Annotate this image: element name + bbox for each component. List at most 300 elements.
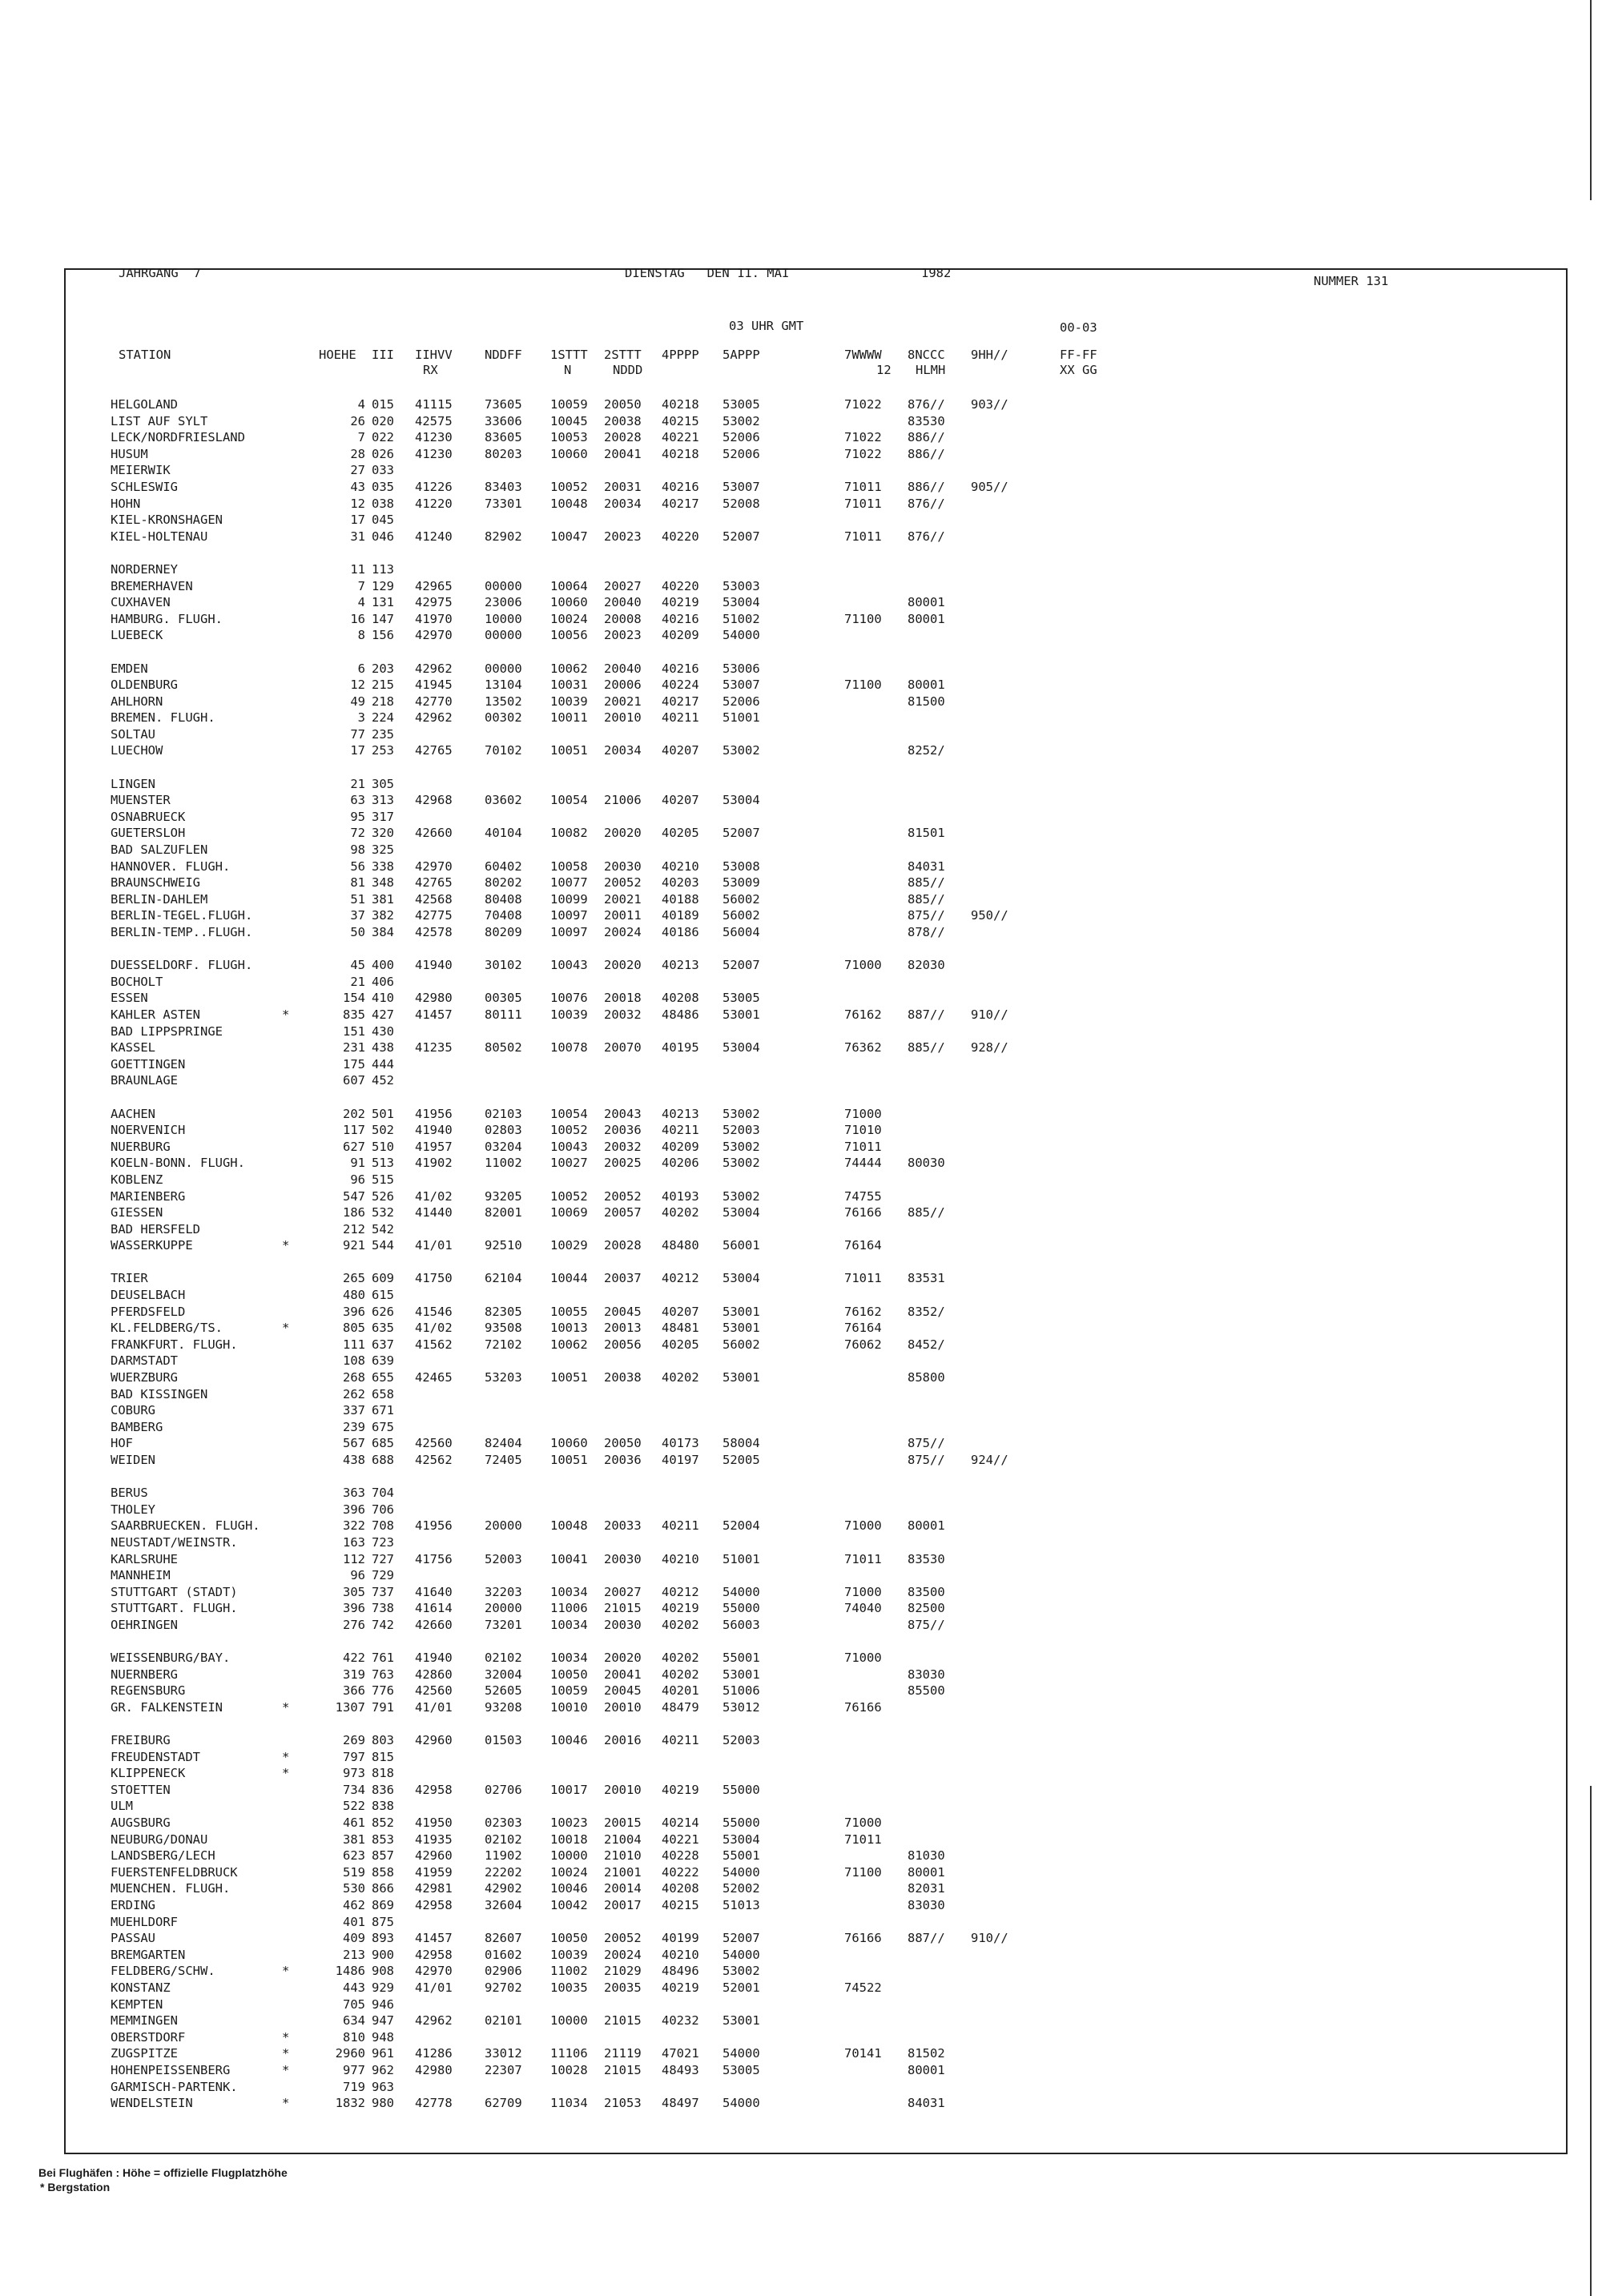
iihvv: 41230 — [415, 430, 453, 445]
nddff: 70408 — [485, 908, 522, 923]
height: 12 — [350, 678, 365, 693]
station-name: MUENCHEN. FLUGH. — [111, 1881, 231, 1896]
iihvv: 42975 — [415, 595, 453, 610]
nddff: 33012 — [485, 2046, 522, 2061]
table-row — [0, 1864, 1602, 1881]
table-row — [0, 1072, 1602, 1089]
station-index: 406 — [372, 974, 394, 989]
table-row — [0, 611, 1602, 628]
dewpoint-group: 21015 — [604, 2062, 642, 2077]
col-ffff: FF-FF — [1060, 348, 1097, 362]
height: 1832 — [335, 2096, 365, 2111]
temp-group: 10045 — [550, 413, 588, 428]
temp-group: 10059 — [550, 1683, 588, 1699]
table-row — [0, 1204, 1602, 1221]
temp-group: 10047 — [550, 529, 588, 544]
group-separator — [0, 759, 1602, 776]
tendency-group: 55000 — [723, 1815, 760, 1831]
station-index: 033 — [372, 463, 394, 478]
table-row — [0, 594, 1602, 611]
pressure-group: 40212 — [662, 1584, 699, 1599]
iihvv: 42770 — [415, 694, 453, 709]
tendency-group: 53006 — [723, 661, 760, 676]
height: 480 — [343, 1288, 365, 1303]
height: 522 — [343, 1799, 365, 1814]
station-name: BAMBERG — [111, 1419, 163, 1434]
nddff: 92702 — [485, 1980, 522, 1995]
station-index: 738 — [372, 1601, 394, 1616]
height: 810 — [343, 2029, 365, 2045]
station-index: 655 — [372, 1370, 394, 1385]
iihvv: 41/02 — [415, 1188, 453, 1204]
table-row — [0, 1502, 1602, 1518]
height: 7 — [357, 430, 365, 445]
station-index: 635 — [372, 1321, 394, 1336]
height: 607 — [343, 1073, 365, 1088]
pressure-group: 40217 — [662, 496, 699, 511]
station-name: THOLEY — [111, 1502, 155, 1517]
table-row — [0, 1039, 1602, 1056]
pressure-group: 40216 — [662, 661, 699, 676]
station-index: 609 — [372, 1271, 394, 1286]
station-index: 838 — [372, 1799, 394, 1814]
station-index: 438 — [372, 1040, 394, 1056]
tendency-group: 52007 — [723, 958, 760, 973]
margin-line-top — [1590, 0, 1592, 200]
station-index: 658 — [372, 1386, 394, 1401]
table-row — [0, 1963, 1602, 1980]
station-index: 224 — [372, 710, 394, 726]
iihvv: 42775 — [415, 908, 453, 923]
weather-group: 71000 — [844, 1518, 882, 1534]
nddff: 00302 — [485, 710, 522, 726]
temp-group: 10052 — [550, 479, 588, 494]
height: 381 — [343, 1832, 365, 1847]
tendency-group: 55001 — [723, 1848, 760, 1864]
height: 21 — [350, 974, 365, 989]
cloud-group: 83030 — [908, 1667, 945, 1682]
nddff: 32604 — [485, 1898, 522, 1913]
station-name: KOELN-BONN. FLUGH. — [111, 1156, 245, 1171]
nddff: 80111 — [485, 1007, 522, 1022]
temp-group: 10024 — [550, 611, 588, 626]
height: 212 — [343, 1221, 365, 1236]
nddff: 02303 — [485, 1815, 522, 1831]
pressure-group: 40186 — [662, 925, 699, 939]
height: 98 — [350, 842, 365, 858]
dewpoint-group: 20037 — [604, 1271, 642, 1286]
cloud-group: 82500 — [908, 1601, 945, 1616]
height: 51 — [350, 891, 365, 907]
tendency-group: 52004 — [723, 1518, 760, 1534]
pressure-group: 40219 — [662, 595, 699, 610]
station-index: 131 — [372, 595, 394, 610]
weather-group: 71022 — [844, 397, 882, 412]
station-name: FREUDENSTADT — [111, 1749, 200, 1764]
tendency-group: 53009 — [723, 875, 760, 891]
mountain-marker: * — [282, 1766, 290, 1781]
station-name: FELDBERG/SCHW. — [111, 1964, 215, 1979]
dewpoint-group: 20038 — [604, 413, 642, 428]
table-row — [0, 479, 1602, 496]
station-name: PFERDSFELD — [111, 1304, 186, 1319]
tendency-group: 52006 — [723, 446, 760, 461]
cloud-group: 81030 — [908, 1848, 945, 1864]
pressure-group: 40211 — [662, 1733, 699, 1748]
pressure-group: 40173 — [662, 1436, 699, 1451]
col-iihvv: IIHVV — [415, 348, 453, 362]
temp-group: 11034 — [550, 2096, 588, 2111]
pressure-group: 40209 — [662, 628, 699, 643]
nddff: 02101 — [485, 2013, 522, 2029]
table-row — [0, 1732, 1602, 1749]
table-row — [0, 1139, 1602, 1156]
station-name: OSNABRUECK — [111, 809, 186, 824]
height: 96 — [350, 1568, 365, 1583]
station-name: HELGOLAND — [111, 397, 178, 412]
tendency-group: 55000 — [723, 1782, 760, 1797]
cloud-group: 876// — [908, 529, 945, 544]
table-row — [0, 1435, 1602, 1452]
height: 3 — [357, 710, 365, 726]
nddff: 82902 — [485, 529, 522, 544]
weather-group: 71010 — [844, 1123, 882, 1138]
tendency-group: 55000 — [723, 1601, 760, 1616]
col-7wwww-sub: 12 — [876, 363, 892, 377]
tendency-group: 53002 — [723, 1106, 760, 1121]
pressure-group: 40208 — [662, 1881, 699, 1896]
nddff: 83605 — [485, 430, 522, 445]
tendency-group: 51002 — [723, 611, 760, 626]
iihvv: 41950 — [415, 1815, 453, 1831]
station-index: 325 — [372, 842, 394, 858]
pressure-group: 48480 — [662, 1238, 699, 1253]
date-label: DIENSTAG DEN 11. MAI — [625, 266, 790, 280]
iihvv: 41956 — [415, 1518, 453, 1534]
height: 461 — [343, 1815, 365, 1831]
pressure-group: 40210 — [662, 858, 699, 874]
temp-group: 10060 — [550, 1436, 588, 1451]
station-name: BAD LIPPSPRINGE — [111, 1023, 223, 1039]
tendency-group: 56002 — [723, 891, 760, 907]
iihvv: 41240 — [415, 529, 453, 544]
table-row — [0, 1386, 1602, 1403]
temp-group: 10051 — [550, 1453, 588, 1467]
station-index: 532 — [372, 1205, 394, 1220]
table-row — [0, 1337, 1602, 1353]
table-row — [0, 2095, 1602, 2112]
table-row — [0, 2062, 1602, 2079]
observation-time: 03 UHR GMT — [729, 319, 804, 333]
table-row — [0, 1172, 1602, 1188]
temp-group: 10050 — [550, 1931, 588, 1946]
pressure-group: 40215 — [662, 413, 699, 428]
cloud-group: 887// — [908, 1931, 945, 1946]
weather-group: 71100 — [844, 1864, 882, 1880]
station-name: AACHEN — [111, 1106, 155, 1121]
height: 111 — [343, 1337, 365, 1352]
cloud-group: 885// — [908, 1040, 945, 1056]
station-name: MANNHEIM — [111, 1568, 171, 1583]
height: 805 — [343, 1321, 365, 1336]
pressure-group: 40207 — [662, 793, 699, 808]
nddff: 82001 — [485, 1205, 522, 1220]
pressure-group: 48479 — [662, 1699, 699, 1715]
temp-group: 10027 — [550, 1156, 588, 1171]
station-index: 452 — [372, 1073, 394, 1088]
station-name: STOETTEN — [111, 1782, 171, 1797]
dewpoint-group: 21119 — [604, 2046, 642, 2061]
station-index: 929 — [372, 1980, 394, 1995]
mountain-marker: * — [282, 1238, 290, 1253]
iihvv: 41115 — [415, 397, 453, 412]
iihvv: 42660 — [415, 1617, 453, 1632]
dewpoint-group: 20038 — [604, 1370, 642, 1385]
tendency-group: 54000 — [723, 2046, 760, 2061]
height: 108 — [343, 1353, 365, 1369]
nddff: 00305 — [485, 991, 522, 1006]
height: 705 — [343, 1996, 365, 2012]
tendency-group: 52007 — [723, 529, 760, 544]
group-separator — [0, 1634, 1602, 1651]
mountain-marker: * — [282, 1964, 290, 1979]
weather-group: 71011 — [844, 1832, 882, 1847]
temp-group: 10054 — [550, 1106, 588, 1121]
station-name: NEUBURG/DONAU — [111, 1832, 208, 1847]
station-name: HUSUM — [111, 446, 148, 461]
tendency-group: 52008 — [723, 496, 760, 511]
dewpoint-group: 20011 — [604, 908, 642, 923]
dewpoint-group: 20014 — [604, 1881, 642, 1896]
pressure-group: 40205 — [662, 826, 699, 841]
height: 96 — [350, 1172, 365, 1187]
station-name: MEIERWIK — [111, 463, 171, 478]
station-name: STUTTGART. FLUGH. — [111, 1601, 238, 1616]
station-name: WASSERKUPPE — [111, 1238, 193, 1253]
nddff: 82404 — [485, 1436, 522, 1451]
temp-group: 10062 — [550, 1337, 588, 1352]
table-row — [0, 1699, 1602, 1716]
station-name: SCHLESWIG — [111, 479, 178, 494]
table-row — [0, 1534, 1602, 1551]
temp-group: 10013 — [550, 1321, 588, 1336]
station-table — [0, 396, 1602, 2112]
tendency-group: 53002 — [723, 1188, 760, 1204]
nddff: 42902 — [485, 1881, 522, 1896]
temp-group: 10042 — [550, 1898, 588, 1913]
height: 734 — [343, 1782, 365, 1797]
height: 11 — [350, 561, 365, 577]
station-name: KLIPPENECK — [111, 1766, 186, 1781]
table-row — [0, 1122, 1602, 1139]
station-name: MEMMINGEN — [111, 2013, 178, 2029]
col-4pppp: 4PPPP — [662, 348, 699, 362]
station-name: DUESSELDORF. FLUGH. — [111, 958, 253, 973]
col-5appp: 5APPP — [723, 348, 760, 362]
height: 7 — [357, 578, 365, 593]
station-index: 381 — [372, 891, 394, 907]
temp-group: 10046 — [550, 1881, 588, 1896]
pressure-group: 40228 — [662, 1848, 699, 1864]
station-index: 671 — [372, 1403, 394, 1418]
dewpoint-group: 20023 — [604, 529, 642, 544]
table-row — [0, 776, 1602, 793]
pressure-group: 40210 — [662, 1947, 699, 1962]
station-name: FREIBURG — [111, 1733, 171, 1748]
iihvv: 41959 — [415, 1864, 453, 1880]
table-row — [0, 1106, 1602, 1123]
table-row — [0, 1765, 1602, 1782]
mountain-marker: * — [282, 2096, 290, 2111]
temp-group: 10023 — [550, 1815, 588, 1831]
station-name: BAD HERSFELD — [111, 1221, 200, 1236]
temp-group: 10041 — [550, 1551, 588, 1566]
station-name: NORDERNEY — [111, 561, 178, 577]
temp-group: 10000 — [550, 1848, 588, 1864]
dewpoint-group: 20028 — [604, 430, 642, 445]
station-index: 513 — [372, 1156, 394, 1171]
height: 921 — [343, 1238, 365, 1253]
station-index: 980 — [372, 2096, 394, 2111]
nddff: 73301 — [485, 496, 522, 511]
iihvv: 41970 — [415, 611, 453, 626]
tendency-group: 58004 — [723, 1436, 760, 1451]
height: 269 — [343, 1733, 365, 1748]
tendency-group: 53004 — [723, 1832, 760, 1847]
table-row — [0, 1353, 1602, 1369]
iihvv: 41235 — [415, 1040, 453, 1056]
tendency-group: 53002 — [723, 1964, 760, 1979]
pressure-group: 40211 — [662, 1518, 699, 1534]
nddff: 40104 — [485, 826, 522, 841]
pressure-group: 40199 — [662, 1931, 699, 1946]
station-index: 803 — [372, 1733, 394, 1748]
temp-group: 10052 — [550, 1123, 588, 1138]
temp-group: 10077 — [550, 875, 588, 891]
station-name: GUETERSLOH — [111, 826, 186, 841]
cloud-group: 81502 — [908, 2046, 945, 2061]
height-group: 924// — [971, 1453, 1008, 1467]
weather-group: 71000 — [844, 1106, 882, 1121]
dewpoint-group: 20020 — [604, 958, 642, 973]
dewpoint-group: 20035 — [604, 1980, 642, 1995]
nddff: 92510 — [485, 1238, 522, 1253]
station-index: 035 — [372, 479, 394, 494]
period-label: 00-03 — [1060, 320, 1097, 335]
tendency-group: 53004 — [723, 793, 760, 808]
height: 396 — [343, 1304, 365, 1319]
tendency-group: 53007 — [723, 479, 760, 494]
table-row — [0, 924, 1602, 941]
height: 81 — [350, 875, 365, 891]
tendency-group: 52006 — [723, 694, 760, 709]
height: 623 — [343, 1848, 365, 1864]
nddff: 70102 — [485, 743, 522, 758]
tendency-group: 52001 — [723, 1980, 760, 1995]
table-row — [0, 661, 1602, 678]
nddff: 03204 — [485, 1139, 522, 1154]
tendency-group: 53001 — [723, 1304, 760, 1319]
table-row — [0, 990, 1602, 1007]
temp-group: 10051 — [550, 1370, 588, 1385]
pressure-group: 40218 — [662, 446, 699, 461]
pressure-group: 40210 — [662, 1551, 699, 1566]
iihvv: 41/01 — [415, 1980, 453, 1995]
temp-group: 10064 — [550, 578, 588, 593]
tendency-group: 53002 — [723, 413, 760, 428]
iihvv: 42560 — [415, 1683, 453, 1699]
temp-group: 10017 — [550, 1782, 588, 1797]
pressure-group: 40197 — [662, 1453, 699, 1467]
dewpoint-group: 20041 — [604, 1667, 642, 1682]
pressure-group: 40213 — [662, 1106, 699, 1121]
table-row — [0, 875, 1602, 891]
iihvv: 42465 — [415, 1370, 453, 1385]
cloud-group: 82031 — [908, 1881, 945, 1896]
pressure-group: 40189 — [662, 908, 699, 923]
height-group: 950// — [971, 908, 1008, 923]
cloud-group: 8452/ — [908, 1337, 945, 1352]
temp-group: 10034 — [550, 1651, 588, 1666]
pressure-group: 40214 — [662, 1815, 699, 1831]
cloud-group: 80030 — [908, 1156, 945, 1171]
weather-group: 76162 — [844, 1007, 882, 1022]
pressure-group: 40222 — [662, 1864, 699, 1880]
dewpoint-group: 20030 — [604, 858, 642, 874]
temp-group: 10039 — [550, 694, 588, 709]
table-row — [0, 842, 1602, 858]
tendency-group: 53005 — [723, 397, 760, 412]
iihvv: 42578 — [415, 925, 453, 939]
station-index: 382 — [372, 908, 394, 923]
nddff: 62104 — [485, 1271, 522, 1286]
table-row — [0, 1402, 1602, 1419]
pressure-group: 40221 — [662, 430, 699, 445]
height: 530 — [343, 1881, 365, 1896]
height: 305 — [343, 1584, 365, 1599]
table-row — [0, 1023, 1602, 1040]
temp-group: 10046 — [550, 1733, 588, 1748]
height: 91 — [350, 1156, 365, 1171]
pressure-group: 40219 — [662, 1601, 699, 1616]
station-index: 962 — [372, 2062, 394, 2077]
pressure-group: 40202 — [662, 1667, 699, 1682]
cloud-group: 876// — [908, 397, 945, 412]
tendency-group: 53001 — [723, 1007, 760, 1022]
station-index: 400 — [372, 958, 394, 973]
station-name: BERLIN-TEGEL.FLUGH. — [111, 908, 253, 923]
tendency-group: 56003 — [723, 1617, 760, 1632]
iihvv: 41940 — [415, 1651, 453, 1666]
height: 835 — [343, 1007, 365, 1022]
table-row — [0, 1155, 1602, 1172]
table-row — [0, 1518, 1602, 1534]
station-name: DEUSELBACH — [111, 1288, 186, 1303]
dewpoint-group: 20020 — [604, 826, 642, 841]
cloud-group: 886// — [908, 430, 945, 445]
station-index: 203 — [372, 661, 394, 676]
nddff: 93208 — [485, 1699, 522, 1715]
height: 319 — [343, 1667, 365, 1682]
iihvv: 42765 — [415, 743, 453, 758]
issue-number: NUMMER 131 — [1314, 274, 1389, 288]
table-row — [0, 1452, 1602, 1469]
nddff: 01503 — [485, 1733, 522, 1748]
iihvv: 42560 — [415, 1436, 453, 1451]
height: 268 — [343, 1370, 365, 1385]
pressure-group: 40188 — [662, 891, 699, 907]
station-name: WENDELSTEIN — [111, 2096, 193, 2111]
